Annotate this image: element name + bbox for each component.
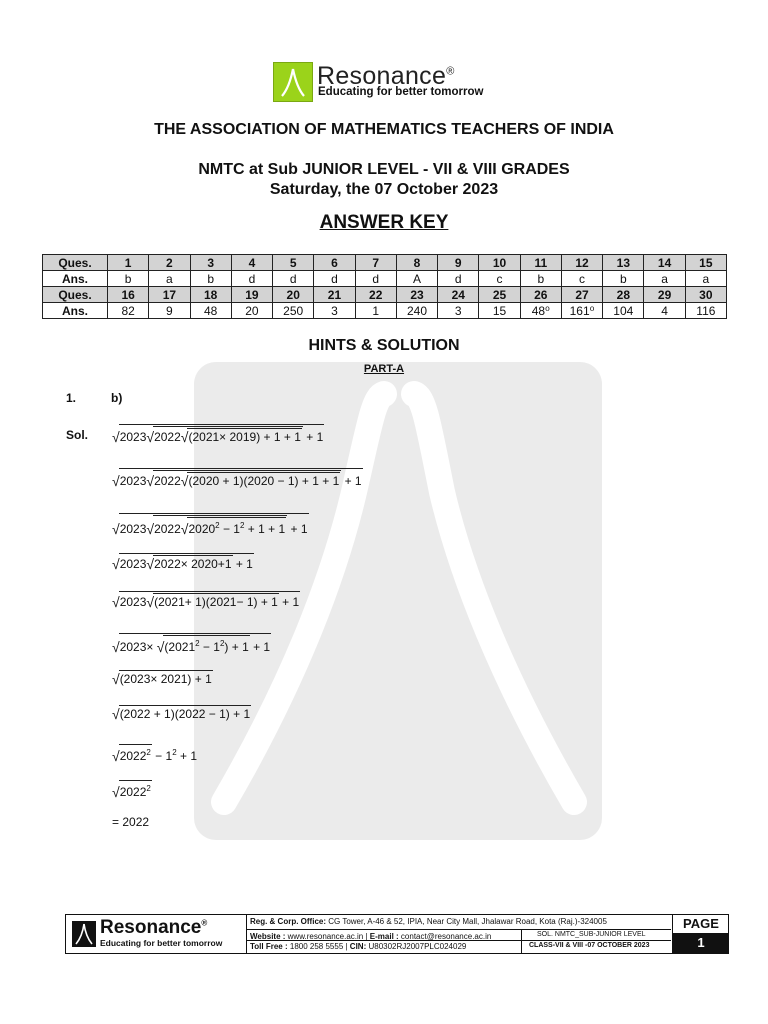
ans-cell: 15: [479, 303, 520, 319]
ques-cell: 18: [190, 287, 231, 303]
ans-cell: a: [685, 271, 726, 287]
footer-logo-name: Resonance®: [100, 917, 208, 938]
ques-cell: 17: [149, 287, 190, 303]
question-answer: b): [111, 391, 123, 405]
ans-cell: d: [314, 271, 355, 287]
solution-step-10: √2022$^2$: [112, 780, 152, 800]
ans-cell: b: [108, 271, 149, 287]
solution-step-5: √2023√(2021+ 1)(2021− 1) + 1 + 1: [112, 591, 300, 610]
ques-cell: 7: [355, 255, 396, 271]
ans-cell: b: [520, 271, 561, 287]
ques-cell: 15: [685, 255, 726, 271]
solution-step-4: √2023√2022× 2020+1 + 1: [112, 553, 254, 572]
solution-step-7: √(2023× 2021) + 1: [112, 671, 212, 687]
ans-cell: A: [396, 271, 437, 287]
table-row-ques-2: [43, 287, 727, 303]
ans-cell: d: [231, 271, 272, 287]
ques-cell: 5: [273, 255, 314, 271]
ques-cell: 19: [231, 287, 272, 303]
ans-cell: 48: [190, 303, 231, 319]
ques-cell: 11: [520, 255, 561, 271]
ques-cell: 8: [396, 255, 437, 271]
ans-cell: 240: [396, 303, 437, 319]
footer-logo: [66, 915, 247, 953]
table-row-ans-1: [43, 271, 727, 287]
solution-step-2: √2023√2022√(2020 + 1)(2020 − 1) + 1 + 1 + 1: [112, 468, 363, 489]
footer-tollfree: Toll Free : 1800 258 5555 | CIN: U80302RJ2007PLC024029: [250, 942, 467, 951]
ques-cell: 13: [603, 255, 644, 271]
ans-cell: a: [149, 271, 190, 287]
solution-step-1: √2023√2022√(2021× 2019) + 1 + 1 + 1: [112, 424, 324, 445]
ques-cell: 27: [561, 287, 602, 303]
ans-cell: d: [273, 271, 314, 287]
ques-cell: 21: [314, 287, 355, 303]
ques-cell: 9: [438, 255, 479, 271]
ans-cell: 250: [273, 303, 314, 319]
ans-cell: c: [479, 271, 520, 287]
ques-label-cell: Ques.: [43, 255, 108, 271]
footer-office: Reg. & Corp. Office: CG Tower, A-46 & 52, IPIA, Near City Mall, Jhalawar Road, Kota (Raj.)-324005: [250, 917, 607, 926]
footer-contact: [247, 915, 671, 953]
table-row-ans-2: [43, 303, 727, 319]
ques-label-cell: Ques.: [43, 287, 108, 303]
ques-cell: 4: [231, 255, 272, 271]
ques-cell: 24: [438, 287, 479, 303]
ans-cell: b: [190, 271, 231, 287]
footer-web: Website : www.resonance.ac.in | E-mail : contact@resonance.ac.in: [250, 932, 492, 941]
question-number: 1.: [66, 391, 77, 405]
ans-cell: 48⁰: [520, 303, 561, 319]
ans-cell: 116: [685, 303, 726, 319]
ques-cell: 26: [520, 287, 561, 303]
footer-code-1: SOL. NMTC_SUB-JUNIOR LEVEL: [537, 931, 646, 938]
footer-code-2: CLASS-VII & VIII -07 OCTOBER 2023: [529, 942, 650, 949]
email-link[interactable]: contact@resonance.ac.in: [400, 932, 492, 941]
ans-cell: 20: [231, 303, 272, 319]
ans-label-cell: Ans.: [43, 303, 108, 319]
solution-step-3: $√2023√2022√2020^2 - 1^2 + 1 + 1 + 1$: [112, 513, 309, 537]
footer-logo-tagline: Educating for better tomorrow: [100, 938, 223, 948]
ans-cell: c: [561, 271, 602, 287]
ans-cell: d: [438, 271, 479, 287]
page-number: 1: [673, 933, 729, 953]
resonance-logo-icon: [72, 921, 96, 947]
solution-step-8: √(2022 + 1)(2022 − 1) + 1: [112, 706, 251, 722]
ans-cell: 1: [355, 303, 396, 319]
ans-cell: 104: [603, 303, 644, 319]
ques-cell: 30: [685, 287, 726, 303]
page-label: PAGE: [683, 916, 719, 931]
ques-cell: 16: [108, 287, 149, 303]
solution-step-9: $√2022^2 - 1^2 + 1$: [112, 744, 197, 764]
ques-cell: 1: [108, 255, 149, 271]
ques-cell: 28: [603, 287, 644, 303]
ans-cell: 9: [149, 303, 190, 319]
logo-name: Resonance®: [317, 62, 455, 90]
ques-cell: 14: [644, 255, 685, 271]
exam-date: Saturday, the 07 October 2023: [269, 181, 499, 198]
ques-cell: 2: [149, 255, 190, 271]
ques-cell: 12: [561, 255, 602, 271]
ques-cell: 3: [190, 255, 231, 271]
footer-page: [672, 915, 729, 953]
page-footer: [65, 914, 729, 954]
ans-cell: b: [603, 271, 644, 287]
ans-cell: 82: [108, 303, 149, 319]
ans-cell: 3: [438, 303, 479, 319]
ques-cell: 6: [314, 255, 355, 271]
organization-title: THE ASSOCIATION OF MATHEMATICS TEACHERS OF INDIA: [154, 121, 614, 138]
ans-cell: 161⁰: [561, 303, 602, 319]
part-a-label: PART-A: [363, 363, 405, 375]
exam-level: NMTC at Sub JUNIOR LEVEL - VII & VIII GRADES: [198, 161, 570, 178]
final-answer: = 2022: [112, 815, 150, 829]
ques-cell: 23: [396, 287, 437, 303]
ans-cell: d: [355, 271, 396, 287]
answer-key-table: [42, 254, 727, 319]
ans-cell: 4: [644, 303, 685, 319]
ans-label-cell: Ans.: [43, 271, 108, 287]
website-link[interactable]: www.resonance.ac.in: [287, 932, 364, 941]
hints-heading: HINTS & SOLUTION: [308, 337, 460, 354]
ques-cell: 10: [479, 255, 520, 271]
ques-cell: 29: [644, 287, 685, 303]
answer-key-heading: ANSWER KEY: [319, 212, 449, 233]
ans-cell: 3: [314, 303, 355, 319]
solution-label: Sol.: [66, 428, 89, 442]
ques-cell: 25: [479, 287, 520, 303]
ques-cell: 20: [273, 287, 314, 303]
solution-step-6: $√2023\times √(2021^2 - 1^2) + 1 + 1$: [112, 633, 271, 655]
ans-cell: a: [644, 271, 685, 287]
resonance-logo-icon: [273, 62, 313, 102]
table-row-ques-1: [43, 255, 727, 271]
ques-cell: 22: [355, 287, 396, 303]
logo-tagline: Educating for better tomorrow: [318, 86, 484, 98]
